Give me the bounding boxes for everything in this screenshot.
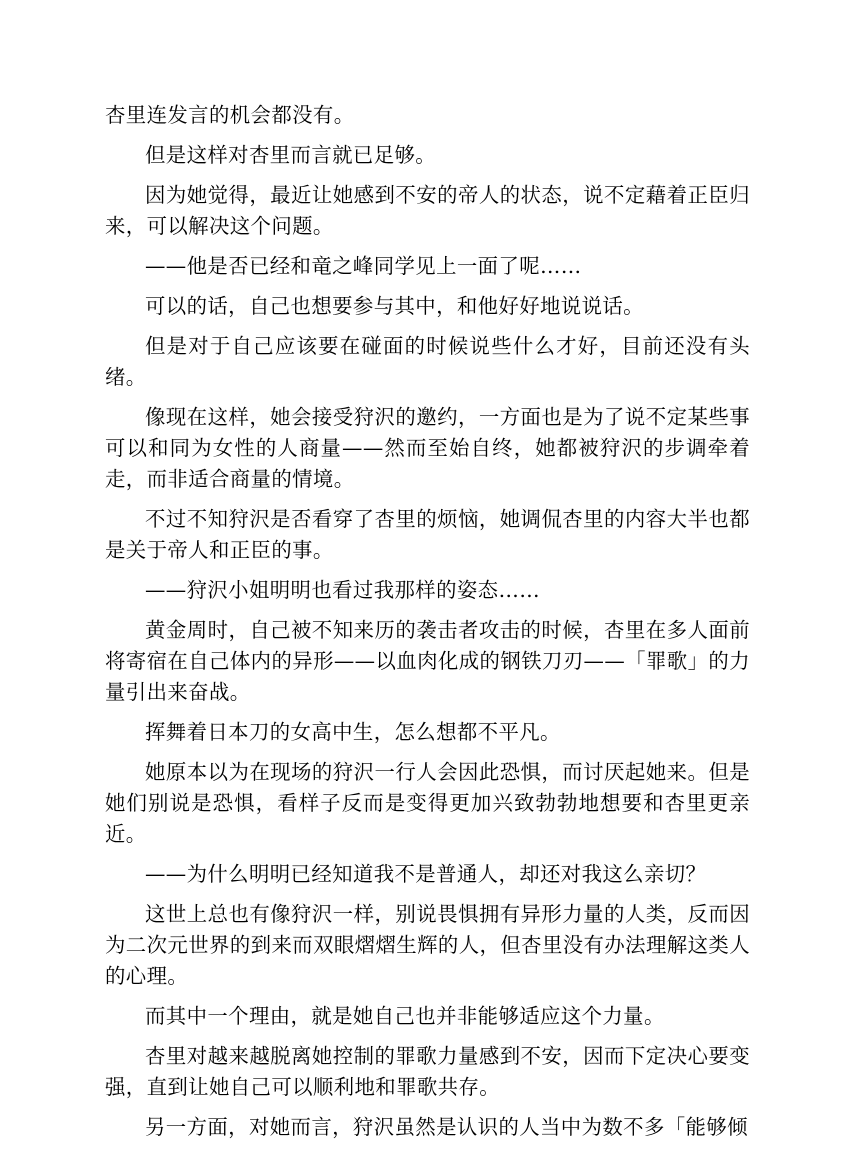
document-page (105, 100, 750, 1152)
paragraph-7: 像现在这样，她会接受狩沢的邀约，一方面也是为了说不定某些事可以和同为女性的人商量——然而至始自终，她都被狩沢的步调牵着走，而非适合商量的情境。 (105, 405, 750, 491)
paragraph-11: 挥舞着日本刀的女高中生，怎么想都不平凡。 (145, 720, 561, 744)
paragraph-16: 杏里对越来越脱离她控制的罪歌力量感到不安，因而下定决心要变强，直到让她自己可以顺利地和罪歌共存。 (105, 1044, 750, 1099)
paragraph-15: 而其中一个理由，就是她自己也并非能够适应这个力量。 (145, 1004, 665, 1028)
paragraph-8: 不过不知狩沢是否看穿了杏里的烦恼，她调侃杏里的内容大半也都是关于帝人和正臣的事。 (105, 507, 750, 562)
paragraph-17: 另一方面，对她而言，狩沢虽然是认识的人当中为数不多「能够倾 (145, 1115, 748, 1139)
paragraph-1: 杏里连发言的机会都没有。 (105, 103, 355, 127)
paragraph-10: 黄金周时，自己被不知来历的袭击者攻击的时候，杏里在多人面前将寄宿在自己体内的异形——以血肉化成的钢铁刀刃——「罪歌」的力量引出来奋战。 (105, 618, 750, 704)
paragraph-6: 但是对于自己应该要在碰面的时候说些什么才好，目前还没有头绪。 (105, 334, 750, 389)
paragraph-5: 可以的话，自己也想要参与其中，和他好好地说说话。 (145, 294, 644, 318)
paragraph-4: ——他是否已经和竜之峰同学见上一面了呢…… (145, 254, 582, 278)
paragraph-9: ——狩沢小姐明明也看过我那样的姿态…… (145, 578, 541, 602)
paragraph-13: ——为什么明明已经知道我不是普通人，却还对我这么亲切？ (145, 862, 707, 886)
paragraph-14: 这世上总也有像狩沢一样，别说畏惧拥有异形力量的人类，反而因为二次元世界的到来而双眼熠熠生辉的人，但杏里没有办法理解这类人的心理。 (105, 902, 750, 988)
paragraph-3: 因为她觉得，最近让她感到不安的帝人的状态，说不定藉着正臣归来，可以解决这个问题。 (105, 183, 750, 238)
paragraph-12: 她原本以为在现场的狩沢一行人会因此恐惧，而讨厌起她来。但是她们别说是恐惧，看样子反而是变得更加兴致勃勃地想要和杏里更亲近。 (105, 760, 750, 846)
paragraph-2: 但是这样对杏里而言就已足够。 (145, 143, 437, 167)
